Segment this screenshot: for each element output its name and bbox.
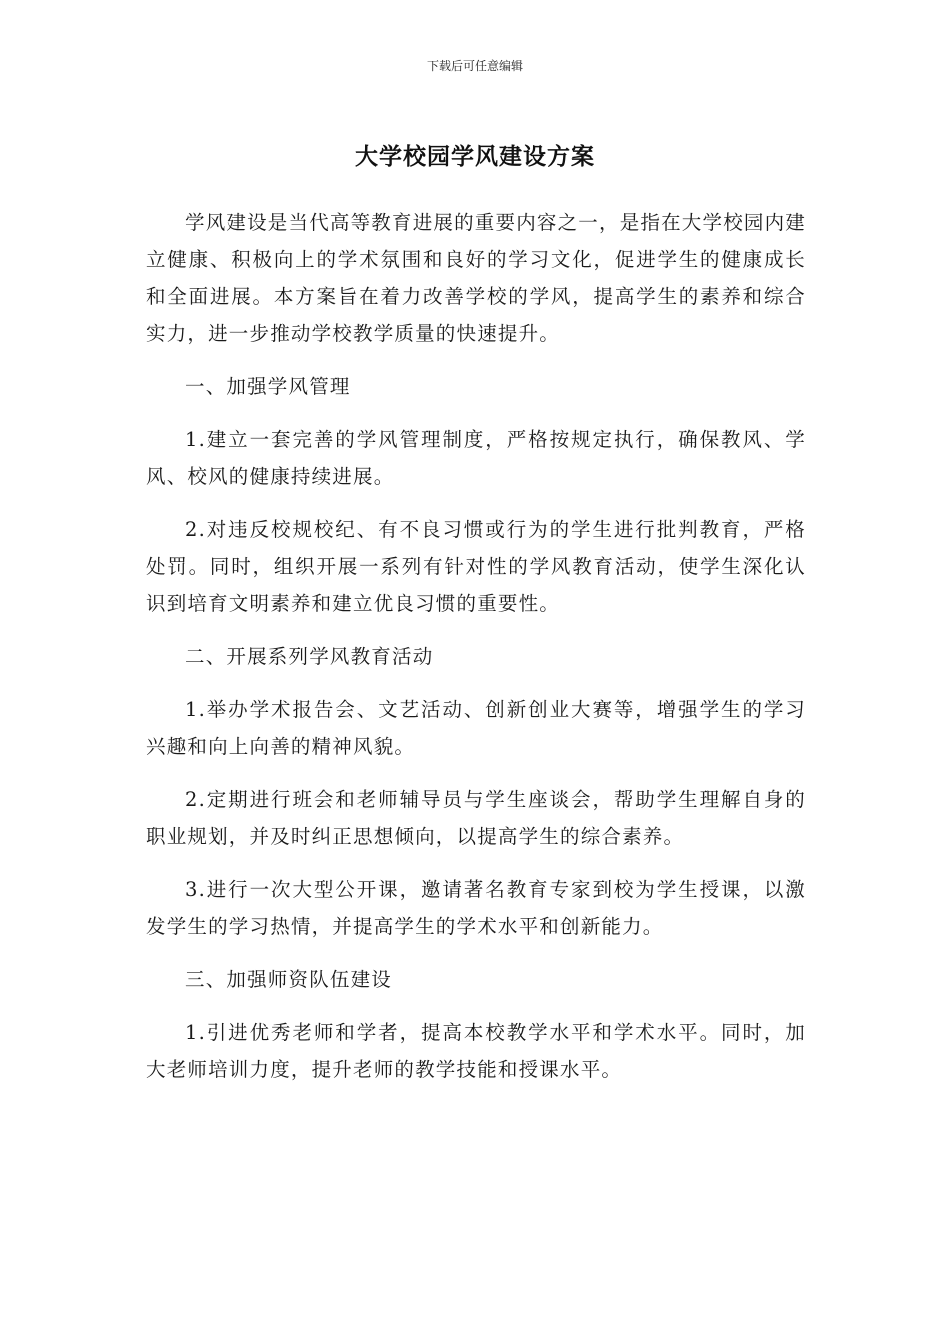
- section-heading-3: 三、加强师资队伍建设: [185, 968, 393, 991]
- section-heading-2: 二、开展系列学风教育活动: [185, 645, 434, 668]
- section-2-item-3: 3.进行一次大型公开课，邀请著名教育专家到校为学生授课，以激发学生的学习热情，并提高学生的学术水平和创新能力。: [146, 878, 806, 938]
- section-2-item-2: 2.定期进行班会和老师辅导员与学生座谈会，帮助学生理解自身的职业规划，并及时纠正思想倾向，以提高学生的综合素养。: [146, 788, 806, 848]
- section-2-item-1: 1.举办学术报告会、文艺活动、创新创业大赛等，增强学生的学习兴趣和向上向善的精神风貌。: [146, 698, 806, 758]
- document-body: [146, 204, 806, 1104]
- document-title: 大学校园学风建设方案: [355, 144, 595, 170]
- header-note: 下载后可任意编辑: [426, 59, 523, 73]
- section-3-item-1: 1.引进优秀老师和学者，提高本校教学水平和学术水平。同时，加大老师培训力度，提升老师的教学技能和授课水平。: [146, 1021, 806, 1081]
- intro-paragraph: 学风建设是当代高等教育进展的重要内容之一，是指在大学校园内建立健康、积极向上的学术氛围和良好的学习文化，促进学生的健康成长和全面进展。本方案旨在着力改善学校的学风，提高学生的素养和综合实力，进一步推动学校教学质量的快速提升。: [146, 211, 807, 345]
- section-1-item-1: 1.建立一套完善的学风管理制度，严格按规定执行，确保教风、学风、校风的健康持续进展。: [146, 428, 806, 488]
- section-1-item-2: 2.对违反校规校纪、有不良习惯或行为的学生进行批判教育，严格处罚。同时，组织开展一系列有针对性的学风教育活动，使学生深化认识到培育文明素养和建立优良习惯的重要性。: [146, 518, 806, 615]
- section-heading-1: 一、加强学风管理: [185, 375, 351, 398]
